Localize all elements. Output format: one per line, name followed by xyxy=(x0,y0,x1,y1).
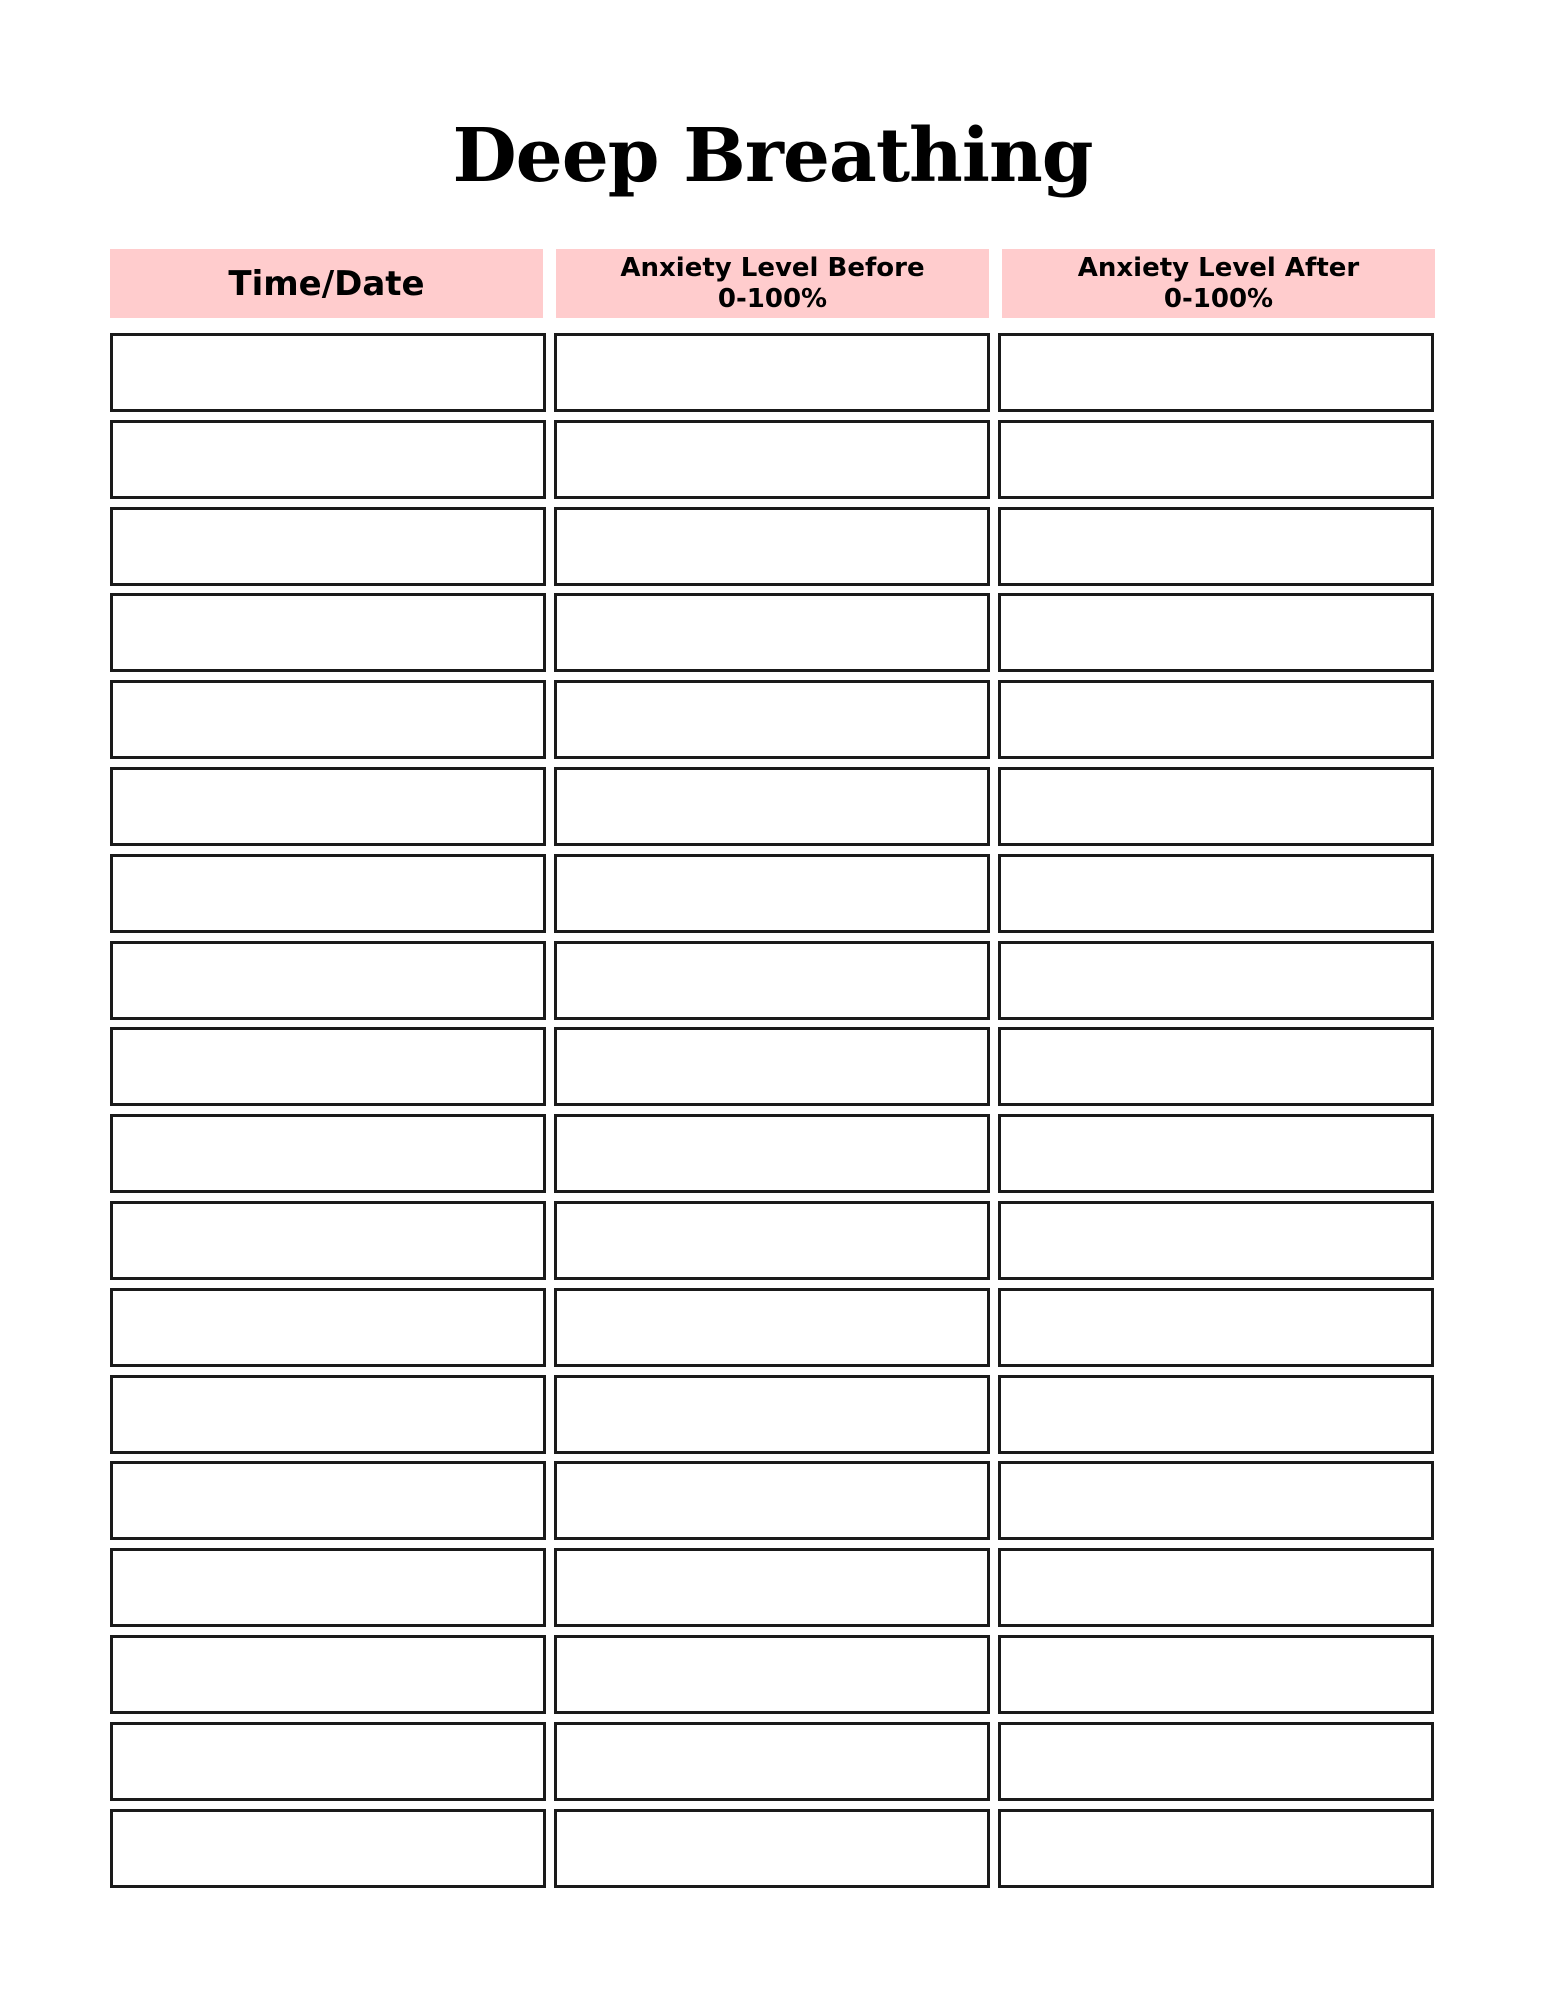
cell-anxiety-before[interactable] xyxy=(554,680,990,759)
cell-anxiety-after[interactable] xyxy=(998,1722,1434,1801)
cell-anxiety-after[interactable] xyxy=(998,1288,1434,1367)
header-anxiety-after xyxy=(1002,249,1435,318)
cell-anxiety-before[interactable] xyxy=(554,767,990,846)
cell-time-date[interactable] xyxy=(110,1114,546,1193)
header-time-date xyxy=(110,249,543,318)
cell-anxiety-after[interactable] xyxy=(998,1461,1434,1540)
cell-time-date[interactable] xyxy=(110,1809,546,1888)
cell-anxiety-after[interactable] xyxy=(998,507,1434,586)
cell-anxiety-before[interactable] xyxy=(554,1809,990,1888)
cell-anxiety-after[interactable] xyxy=(998,1027,1434,1106)
cell-time-date[interactable] xyxy=(110,1722,546,1801)
cell-anxiety-before[interactable] xyxy=(554,941,990,1020)
cell-time-date[interactable] xyxy=(110,593,546,672)
cell-anxiety-after[interactable] xyxy=(998,1201,1434,1280)
cell-anxiety-before[interactable] xyxy=(554,1027,990,1106)
cell-anxiety-before[interactable] xyxy=(554,1461,990,1540)
cell-anxiety-after[interactable] xyxy=(998,1809,1434,1888)
header-anxiety-before-label: Anxiety Level Before xyxy=(620,252,925,283)
cell-anxiety-after[interactable] xyxy=(998,593,1434,672)
cell-anxiety-before[interactable] xyxy=(554,1635,990,1714)
cell-anxiety-before[interactable] xyxy=(554,854,990,933)
cell-anxiety-after[interactable] xyxy=(998,1114,1434,1193)
cell-anxiety-after[interactable] xyxy=(998,854,1434,933)
cell-anxiety-before[interactable] xyxy=(554,1288,990,1367)
header-anxiety-after-label: Anxiety Level After xyxy=(1077,252,1360,283)
cell-anxiety-before[interactable] xyxy=(554,1722,990,1801)
cell-time-date[interactable] xyxy=(110,941,546,1020)
cell-anxiety-before[interactable] xyxy=(554,1114,990,1193)
cell-time-date[interactable] xyxy=(110,1461,546,1540)
cell-anxiety-after[interactable] xyxy=(998,1548,1434,1627)
header-time-date-label: Time/Date xyxy=(228,263,425,304)
cell-time-date[interactable] xyxy=(110,507,546,586)
cell-anxiety-after[interactable] xyxy=(998,941,1434,1020)
cell-time-date[interactable] xyxy=(110,1201,546,1280)
cell-anxiety-before[interactable] xyxy=(554,420,990,499)
cell-time-date[interactable] xyxy=(110,333,546,412)
cell-time-date[interactable] xyxy=(110,854,546,933)
cell-anxiety-after[interactable] xyxy=(998,767,1434,846)
cell-anxiety-after[interactable] xyxy=(998,680,1434,759)
cell-time-date[interactable] xyxy=(110,1288,546,1367)
cell-time-date[interactable] xyxy=(110,767,546,846)
cell-anxiety-before[interactable] xyxy=(554,1201,990,1280)
cell-anxiety-before[interactable] xyxy=(554,333,990,412)
cell-anxiety-before[interactable] xyxy=(554,593,990,672)
header-anxiety-before xyxy=(556,249,989,318)
cell-time-date[interactable] xyxy=(110,420,546,499)
cell-anxiety-before[interactable] xyxy=(554,507,990,586)
page-title: Deep Breathing xyxy=(452,113,1093,199)
cell-time-date[interactable] xyxy=(110,1635,546,1714)
cell-time-date[interactable] xyxy=(110,1548,546,1627)
cell-anxiety-after[interactable] xyxy=(998,1375,1434,1454)
header-anxiety-before-range: 0-100% xyxy=(717,283,828,314)
cell-anxiety-after[interactable] xyxy=(998,333,1434,412)
cell-time-date[interactable] xyxy=(110,1027,546,1106)
header-anxiety-after-range: 0-100% xyxy=(1163,283,1274,314)
cell-time-date[interactable] xyxy=(110,1375,546,1454)
cell-time-date[interactable] xyxy=(110,680,546,759)
cell-anxiety-after[interactable] xyxy=(998,1635,1434,1714)
cell-anxiety-before[interactable] xyxy=(554,1375,990,1454)
cell-anxiety-before[interactable] xyxy=(554,1548,990,1627)
cell-anxiety-after[interactable] xyxy=(998,420,1434,499)
